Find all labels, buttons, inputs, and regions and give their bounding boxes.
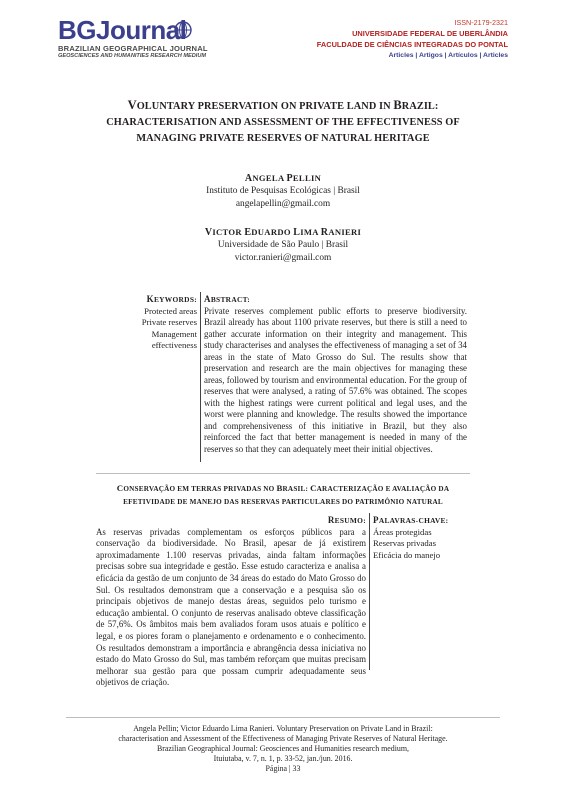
footer-divider bbox=[66, 717, 500, 718]
palavra-item: Reservas privadas bbox=[373, 538, 436, 549]
author-email: victor.ranieri@gmail.com bbox=[234, 253, 332, 263]
abstract-label: ABSTRACT: bbox=[204, 294, 251, 304]
palavras-chave-block bbox=[373, 515, 473, 561]
resumo-label: RESUMO: bbox=[327, 515, 366, 525]
author-name: VICTOR EDUARDO LIMA RANIERI bbox=[204, 227, 362, 238]
keyword-item: effectiveness bbox=[151, 340, 197, 350]
journal-logo bbox=[58, 16, 228, 60]
keyword-item: Management bbox=[151, 328, 197, 339]
author-affiliation: Instituto de Pesquisas Ecológicas | Brasil bbox=[206, 186, 360, 196]
logo-tagline: GEOSCIENCES AND HUMANITIES RESEARCH MEDIUM bbox=[58, 53, 207, 59]
page-number: Página | 33 bbox=[265, 763, 301, 773]
author-email: angelapellin@gmail.com bbox=[235, 199, 331, 209]
author-affiliation: Universidade de São Paulo | Brasil bbox=[217, 240, 349, 250]
column-divider bbox=[369, 513, 370, 670]
author-block bbox=[130, 226, 436, 265]
section-divider bbox=[96, 473, 470, 474]
keyword-item: Private reserves bbox=[141, 317, 197, 327]
article-title: VOLUNTARY PRESERVATION ON PRIVATE LAND IN BRAZIL: CHARACTERISATION AND ASSESSMENT OF THE EFFECTIVENESS OF MANAGING PRIVATE RESERVES OF NATURAL HERITAGE bbox=[106, 98, 460, 144]
portuguese-title: CONSERVAÇÃO EM TERRAS PRIVADAS NO BRASIL: CARACTERIZAÇÃO E AVALIAÇÃO DA EFETIVIDADE DE MANEJO DAS RESERVAS PARTICULARES DO PATRIMÔNIO NATURAL bbox=[116, 483, 450, 506]
keyword-item: Protected areas bbox=[144, 305, 197, 316]
issn: ISSN-2179-2321 bbox=[454, 18, 508, 27]
abstract-block bbox=[204, 294, 467, 455]
palavras-label: PALAVRAS-CHAVE: bbox=[373, 515, 449, 525]
column-divider bbox=[200, 292, 201, 462]
keywords-label: KEYWORDS: bbox=[146, 294, 197, 304]
section-languages: Articles | Artigos | Artículos | Articles bbox=[388, 52, 508, 59]
globe-icon bbox=[173, 20, 193, 40]
palavra-item: Eficácia do manejo bbox=[373, 549, 441, 560]
resumo-block bbox=[96, 515, 366, 689]
faculty-name: FACULDADE DE CIÊNCIAS INTEGRADAS DO PONTAL bbox=[316, 40, 508, 49]
resumo-text: As reservas privadas complementam os esforços públicos para a conservação da biodiversidade. No Brasil, apesar de já existirem aproximadamente 1.100 reservas privadas, ainda faltam informações precisas sobre sua integridade e gestão. Esse estudo caracteriza e analisa a eficácia da gestão de um conjunto de 34 áreas do estado do Mato Grosso do Sul. Os resultados demonstram que a conservação e a pesquisa são os principais objetivos de manejo destas áreas, seguidos pelo turismo e educação ambiental. O conjunto de reservas analisado obteve classificação de 57,6%. Os âmbitos mais bem avaliados foram usos atuais e político e legal, e os piores foram o planejamento e ordenamento e o conhecimento. Os resultados demonstram a importância e abrangência dessa iniciativa no estado do Mato Grosso do Sul, mas também reforçam que muitas precisam melhorar sua gestão para que possam cumprir adequadamente seus objetivos de criação. bbox=[96, 526, 366, 688]
citation-footer: Angela Pellin; Victor Eduardo Lima Ranieri. Voluntary Preservation on Private Land in Brazil: characterisation and Assessment of the Effectiveness of Managing Private Reserves of Natural Heritage. Brazilian Geographical Journal: Geosciences and Humanities research medium, Ituiutaba, v. 7, n. 1, p. 33-52, jan./jun. 2016. Página | 33 bbox=[66, 724, 500, 774]
abstract-text: Private reserves complement public efforts to preserve biodiversity. Brazil already has about 1100 private reserves, but there is still a need to gather accurate information on their integrity and management. This study characterises and analyses the effectiveness of managing a set of 34 areas in the state of Mato Grosso do Sul. The results show that preservation and research are the main objectives for managing these areas, followed by tourism and environmental education. For the group of reserves that were analysed, a rating of 57.6% was obtained. The scopes with the highest ratings were current political and legal uses, and the worst were planning and knowledge. The results showed the importance and comprehensiveness of this initiative in Brazil, but they also reinforced the fact that better management is needed in many of the reserves so that they can adequately meet their initial objectives. bbox=[204, 305, 467, 454]
journal-header-info bbox=[317, 17, 508, 61]
logo-subtitle: BRAZILIAN GEOGRAPHICAL JOURNAL bbox=[58, 44, 208, 53]
logo-title: BGJournal bbox=[58, 15, 187, 45]
author-block bbox=[130, 172, 436, 211]
keywords-block bbox=[125, 294, 197, 352]
university-name: UNIVERSIDADE FEDERAL DE UBERLÂNDIA bbox=[352, 29, 508, 38]
palavra-item: Áreas protegidas bbox=[373, 526, 432, 537]
author-name: ANGELA PELLIN bbox=[244, 173, 322, 184]
